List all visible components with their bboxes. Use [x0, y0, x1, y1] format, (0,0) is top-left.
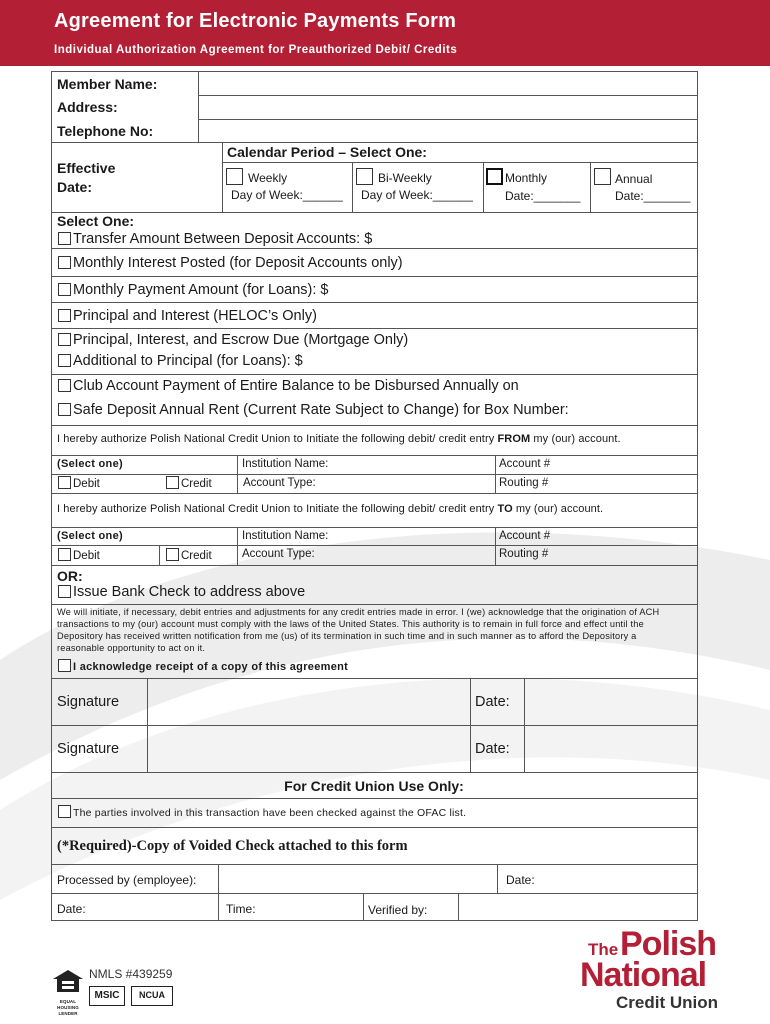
logo-polish-text: Polish	[620, 925, 717, 963]
acknowledge-checkbox[interactable]	[58, 659, 71, 672]
logo-credit-union-text: Credit Union	[616, 993, 718, 1012]
signature-label-1: Signature	[57, 694, 120, 710]
or-label: OR:	[57, 568, 83, 584]
option-principal-interest[interactable]: Principal and Interest (HELOC’s Only)	[58, 308, 317, 324]
cu-time-field[interactable]: Time:	[226, 902, 256, 916]
from-select-label: (Select one)	[57, 458, 123, 470]
option-principal-interest-escrow[interactable]: Principal, Interest, and Escrow Due (Mortgage Only)	[58, 332, 408, 348]
option-checkbox[interactable]	[58, 232, 71, 245]
to-routing-number-field[interactable]: Routing #	[499, 548, 549, 560]
annual-label: Annual	[615, 172, 653, 186]
issue-check-checkbox[interactable]	[58, 585, 71, 598]
calendar-period-title: Calendar Period – Select One:	[227, 144, 427, 160]
member-name-label: Member Name:	[57, 76, 158, 92]
acknowledge-receipt-option[interactable]: I acknowledge receipt of a copy of this agreement	[58, 659, 348, 673]
from-institution-name-field[interactable]: Institution Name:	[242, 458, 329, 470]
issue-bank-check-option[interactable]: Issue Bank Check to address above	[58, 584, 305, 600]
effective-label-line1: Effective	[57, 160, 116, 176]
monthly-checkbox[interactable]	[486, 168, 503, 185]
from-routing-number-field[interactable]: Routing #	[499, 477, 549, 489]
monthly-date-field[interactable]: Date:_______	[505, 189, 581, 203]
option-club-account[interactable]: Club Account Payment of Entire Balance to be Disbursed Annually on	[58, 378, 519, 394]
legal-text-line3: Depository has received written notification from me (us) of its termination in such time and in such manner as to afford the Depository a	[57, 631, 637, 641]
weekly-checkbox[interactable]	[226, 168, 243, 185]
effective-label-line2: Date:	[57, 179, 93, 195]
signature-field-1[interactable]	[148, 679, 470, 725]
form-title: Agreement for Electronic Payments Form	[54, 10, 457, 32]
to-select-label: (Select one)	[57, 530, 123, 542]
to-credit-option[interactable]: Credit	[166, 548, 212, 562]
weekly-day-field[interactable]: Day of Week:______	[231, 188, 343, 202]
annual-date-field[interactable]: Date:_______	[615, 189, 691, 203]
weekly-label: Weekly	[248, 171, 288, 185]
logo-the-text: The	[588, 940, 619, 959]
cu-date-left-field[interactable]: Date:	[57, 902, 86, 916]
voided-check-requirement: (*Required)-Copy of Voided Check attached to this form	[57, 838, 408, 854]
logo-national-text: National	[580, 956, 707, 994]
biweekly-label: Bi-Weekly	[378, 171, 432, 185]
option-checkbox[interactable]	[58, 283, 71, 296]
legal-text-line2: transactions to my (our) account must comply with the laws of the United States. This authority is to remain in full force and effect until the	[57, 619, 644, 629]
option-monthly-payment[interactable]: Monthly Payment Amount (for Loans): $	[58, 282, 329, 298]
cu-use-title: For Credit Union Use Only:	[284, 778, 464, 794]
ofac-check-option[interactable]: The parties involved in this transaction have been checked against the OFAC list.	[58, 805, 466, 819]
processed-by-field[interactable]	[219, 865, 497, 893]
option-transfer-amount[interactable]: Transfer Amount Between Deposit Accounts: $	[58, 231, 372, 247]
credit-checkbox[interactable]	[166, 476, 179, 489]
legal-text-line4: reasonable opportunity to act on it.	[57, 643, 206, 653]
telephone-label: Telephone No:	[57, 123, 154, 139]
ofac-checkbox[interactable]	[58, 805, 71, 818]
to-account-number-field[interactable]: Account #	[499, 530, 551, 542]
option-additional-principal[interactable]: Additional to Principal (for Loans): $	[58, 353, 303, 369]
processed-by-label: Processed by (employee):	[57, 873, 197, 887]
from-account-type-field[interactable]: Account Type:	[243, 477, 316, 489]
verified-by-field[interactable]: Verified by:	[368, 903, 428, 917]
debit-checkbox[interactable]	[58, 548, 71, 561]
msic-badge: MSIC	[89, 986, 125, 1006]
address-field[interactable]	[199, 96, 697, 119]
from-credit-option[interactable]: Credit	[166, 476, 212, 490]
member-name-field[interactable]	[199, 72, 697, 95]
biweekly-day-field[interactable]: Day of Week:______	[361, 188, 473, 202]
debit-checkbox[interactable]	[58, 476, 71, 489]
cu-date-right-field[interactable]: Date:	[506, 873, 535, 887]
monthly-label: Monthly	[505, 171, 548, 185]
signature-field-2[interactable]	[148, 726, 470, 772]
select-one-title: Select One:	[57, 213, 135, 229]
ncua-badge: NCUA	[131, 986, 173, 1006]
to-institution-name-field[interactable]: Institution Name:	[242, 530, 329, 542]
option-safe-deposit[interactable]: Safe Deposit Annual Rent (Current Rate Subject to Change) for Box Number:	[58, 402, 569, 418]
to-account-type-field[interactable]: Account Type:	[242, 548, 315, 560]
to-authorization-text: I hereby authorize Polish National Credit Union to Initiate the following debit/ credit entry TO my (our) account.	[57, 503, 604, 515]
equal-housing-lender-icon: EQUAL HOUSING LENDER	[51, 968, 85, 1006]
option-checkbox[interactable]	[58, 379, 71, 392]
signature-label-2: Signature	[57, 741, 120, 757]
option-checkbox[interactable]	[58, 333, 71, 346]
date-label-2: Date:	[475, 741, 510, 757]
from-account-number-field[interactable]: Account #	[499, 458, 551, 470]
option-checkbox[interactable]	[58, 403, 71, 416]
from-debit-option[interactable]: Debit	[58, 476, 100, 490]
date-label-1: Date:	[475, 694, 510, 710]
date-field-1[interactable]	[525, 679, 697, 725]
form-subtitle: Individual Authorization Agreement for Preauthorized Debit/ Credits	[54, 44, 458, 56]
biweekly-checkbox[interactable]	[356, 168, 373, 185]
date-field-2[interactable]	[525, 726, 697, 772]
nmls-number: NMLS #439259	[89, 967, 173, 981]
option-checkbox[interactable]	[58, 309, 71, 322]
from-authorization-text: I hereby authorize Polish National Credit Union to Initiate the following debit/ credit entry FROM my (our) account.	[57, 433, 621, 445]
address-label: Address:	[57, 99, 118, 115]
option-monthly-interest[interactable]: Monthly Interest Posted (for Deposit Accounts only)	[58, 255, 403, 271]
to-debit-option[interactable]: Debit	[58, 548, 100, 562]
option-checkbox[interactable]	[58, 256, 71, 269]
option-checkbox[interactable]	[58, 354, 71, 367]
credit-checkbox[interactable]	[166, 548, 179, 561]
annual-checkbox[interactable]	[594, 168, 611, 185]
legal-text-line1: We will initiate, if necessary, debit entries and adjustments for any credit entries made in error. I (we) acknowledge that the origination of ACH	[57, 607, 660, 617]
telephone-field[interactable]	[199, 120, 697, 142]
